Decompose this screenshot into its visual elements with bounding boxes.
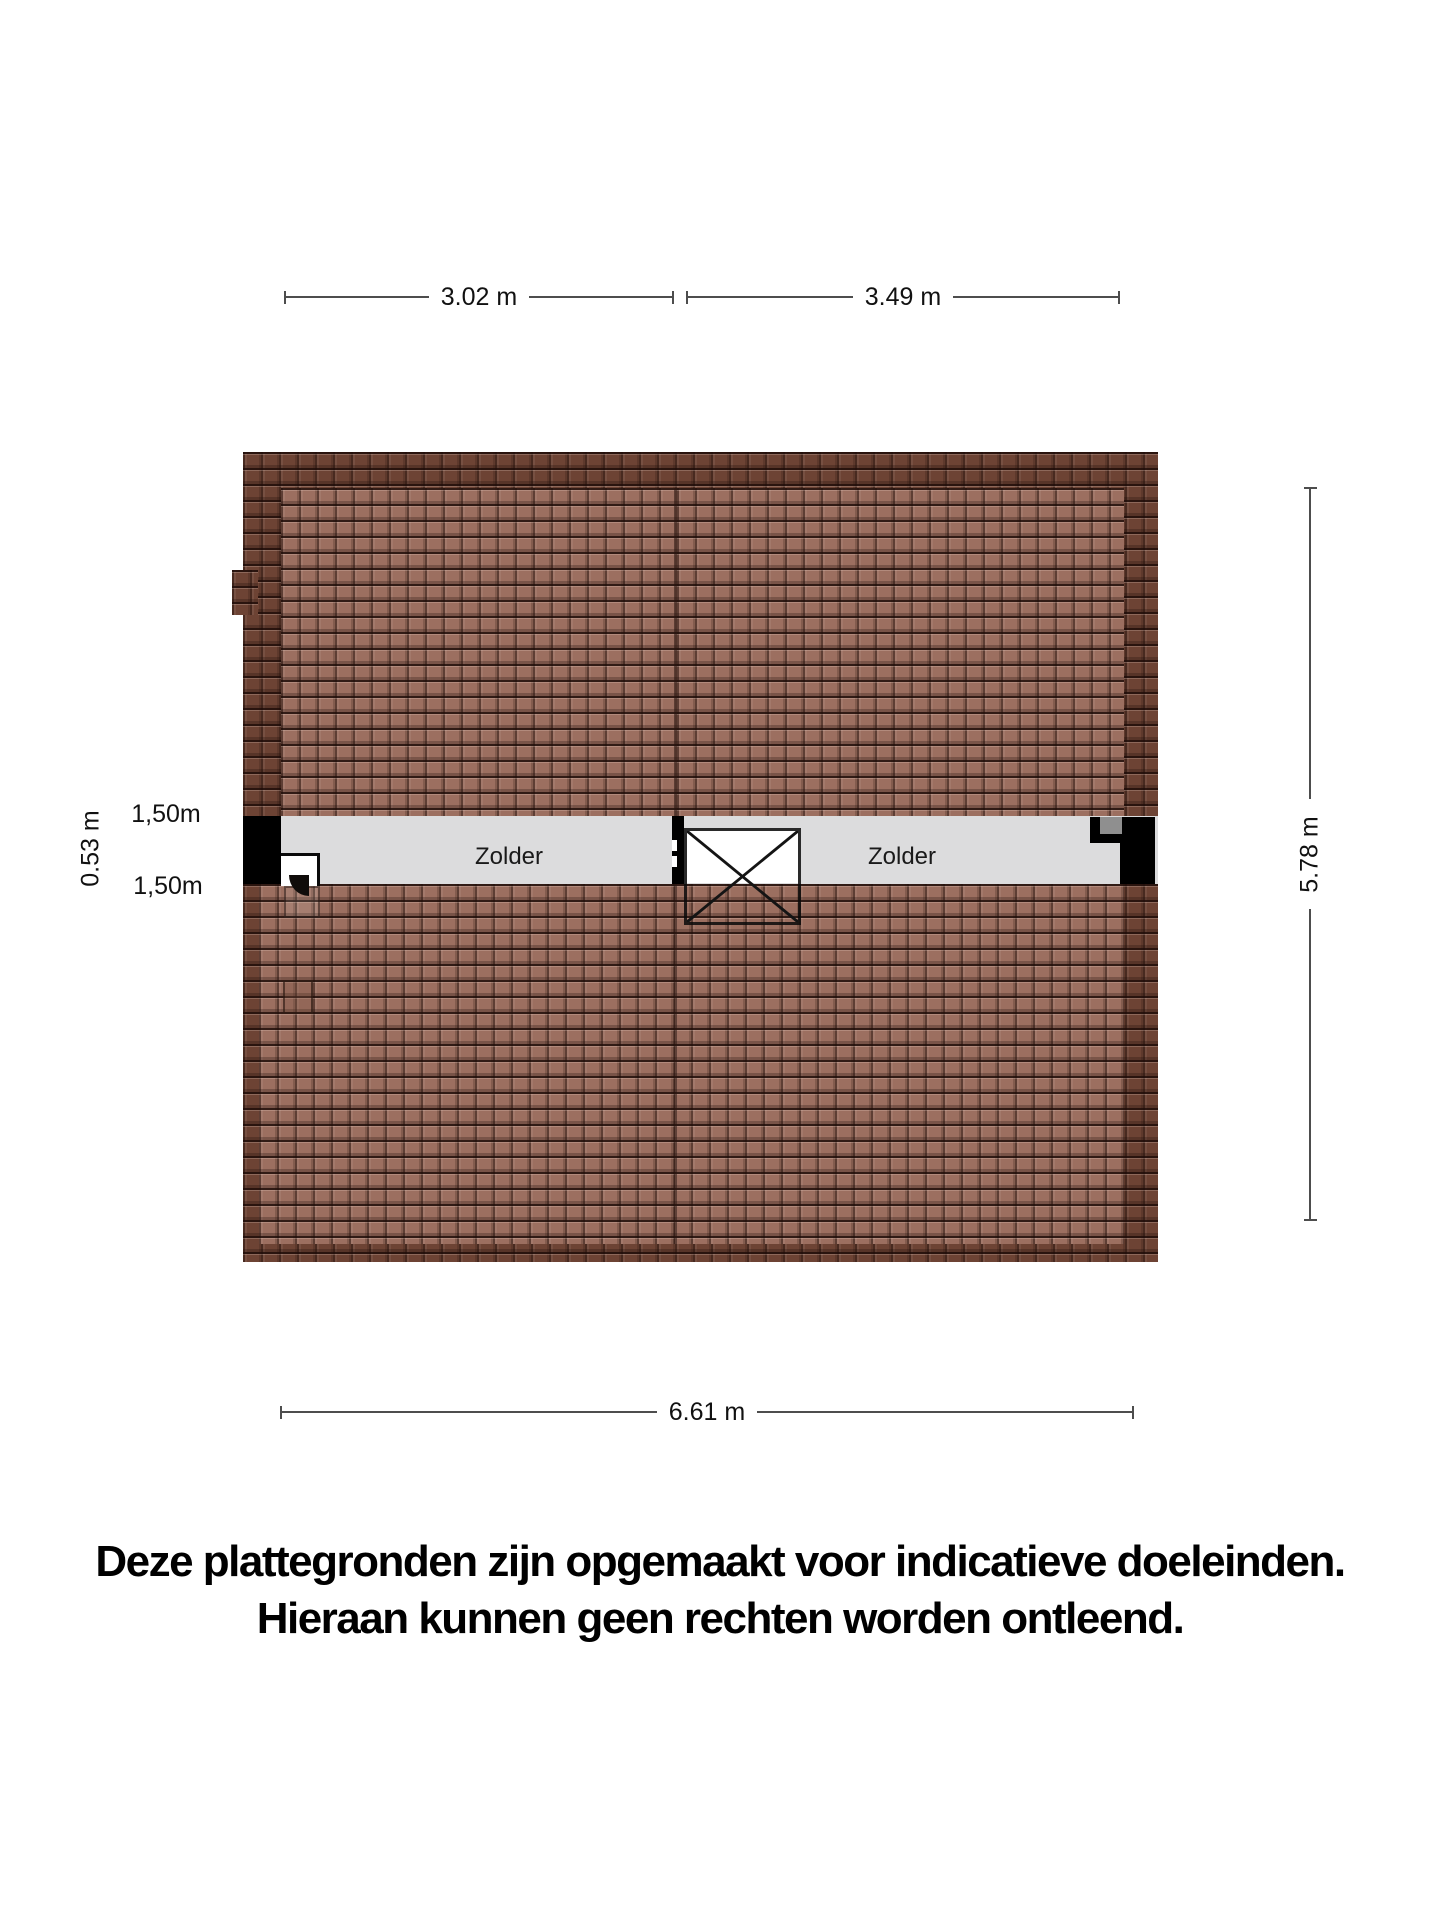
stairs-cross-lines xyxy=(687,831,798,922)
dimension-tick xyxy=(1132,1406,1134,1419)
stairs-icon xyxy=(684,828,801,925)
roof-upper-edge-band xyxy=(243,452,1158,818)
roof-window-icon xyxy=(283,980,313,1014)
left-depth-label: 0.53 m xyxy=(76,810,105,887)
dimension-line xyxy=(286,296,429,298)
roof-upper-slope xyxy=(281,488,1124,818)
dimension-line xyxy=(953,296,1118,298)
disclaimer-line-2: Hieraan kunnen geen rechten worden ontleend. xyxy=(256,1594,1184,1643)
dimension-label: 3.02 m xyxy=(440,282,518,311)
dimension-label: 6.61 m xyxy=(668,1397,746,1426)
roof-lower-edge-band xyxy=(243,884,1158,1262)
disclaimer-line-1: Deze plattegronden zijn opgemaakt voor indicatieve doeleinden. xyxy=(95,1537,1345,1586)
dimension-bottom xyxy=(280,1399,1134,1425)
dimension-label: 5.78 m xyxy=(1295,815,1324,893)
room-label-zolder-right: Zolder xyxy=(867,843,937,870)
dimension-tick xyxy=(1304,1219,1317,1221)
chimney-icon xyxy=(1100,817,1122,834)
attic-floorplan xyxy=(243,452,1158,1262)
roof-left-tab xyxy=(232,570,258,615)
left-height-label-top: 1,50m xyxy=(131,800,201,828)
roof-upper-seam xyxy=(674,488,677,818)
dimension-tick xyxy=(672,291,674,304)
dimension-line xyxy=(529,296,672,298)
dimension-line xyxy=(757,1411,1132,1413)
wall-right-side xyxy=(1120,817,1155,884)
disclaimer-text xyxy=(0,1533,1440,1647)
dimension-right xyxy=(1297,487,1323,1221)
roof-lower-seam xyxy=(674,884,677,1244)
dimension-line xyxy=(1309,489,1311,799)
dimension-tick xyxy=(1118,291,1120,304)
wall-gap xyxy=(672,856,677,867)
dimension-top-right xyxy=(686,284,1120,310)
wall-gap xyxy=(672,840,677,851)
room-label-zolder-left: Zolder xyxy=(474,843,544,870)
dimension-line xyxy=(688,296,853,298)
left-height-label-bottom: 1,50m xyxy=(133,872,203,900)
wall-left xyxy=(243,816,281,884)
dimension-label: 3.49 m xyxy=(864,282,942,311)
dimension-top-left xyxy=(284,284,674,310)
roof-lower-slope xyxy=(259,884,1124,1244)
dimension-line xyxy=(1309,909,1311,1219)
dimension-line xyxy=(282,1411,657,1413)
